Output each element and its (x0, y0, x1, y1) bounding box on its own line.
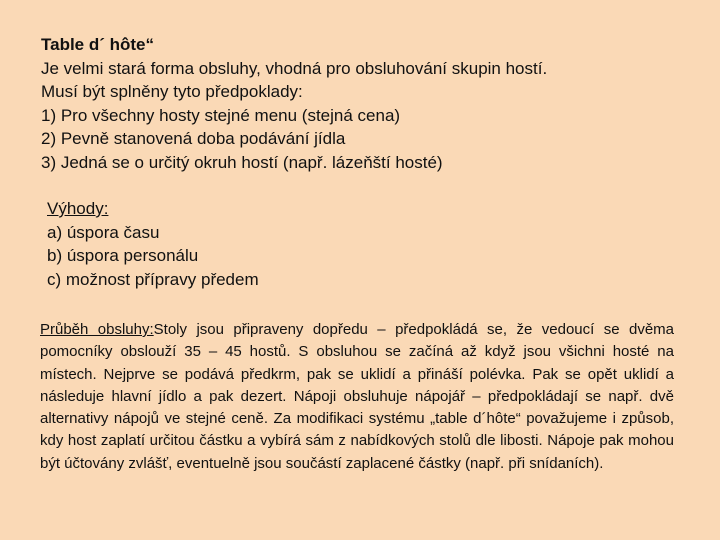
advantages-heading: Výhody: (47, 199, 109, 218)
slide-title: Table d´ hôte“ (41, 35, 155, 54)
intro-block (41, 33, 547, 175)
advantage-item: a) úspora času (47, 222, 160, 242)
intro-line: Musí být splněny tyto předpoklady: (41, 82, 303, 102)
requirement-item: 1) Pro všechny hosty stejné menu (stejná cena) (41, 105, 401, 125)
process-paragraph (40, 319, 674, 475)
advantage-item: b) úspora personálu (47, 246, 199, 266)
advantage-item: c) možnost přípravy předem (47, 269, 259, 289)
process-text: Stoly jsou připraveny dopředu – předpokládá se, že vedoucí se dvěma pomocníky obslouží 35 – 45 hostů. S obsluhou se začíná až když jsou všichni hosté na místech. Nejprve se podává předkrm, pak se uklidí a přináší polévka. Pak se opět uklidí a následuje hlavní jídlo a pak dezert. Nápoji obsluhuje nápojář – předpokládají se např. dvě alternativy nápojů ve stejné ceně. Za modifikaci systému „table d´hôte“ považujeme i způsob, kdy host zaplatí určitou částku a vybírá sám z nabídkových stolů dle libosti. Nápoje pak mohou být účtovány zvlášť, eventuelně jsou součástí zaplacené částky (např. při snídaních). (40, 321, 674, 472)
intro-line: Je velmi stará forma obsluhy, vhodná pro obsluhování skupin hostí. (41, 58, 548, 78)
requirement-item: 3) Jedná se o určitý okruh hostí (např. lázeňští hosté) (41, 152, 443, 172)
process-heading: Průběh obsluhy: (40, 321, 154, 338)
advantages-block (47, 197, 259, 291)
requirement-item: 2) Pevně stanovená doba podávání jídla (41, 129, 346, 149)
